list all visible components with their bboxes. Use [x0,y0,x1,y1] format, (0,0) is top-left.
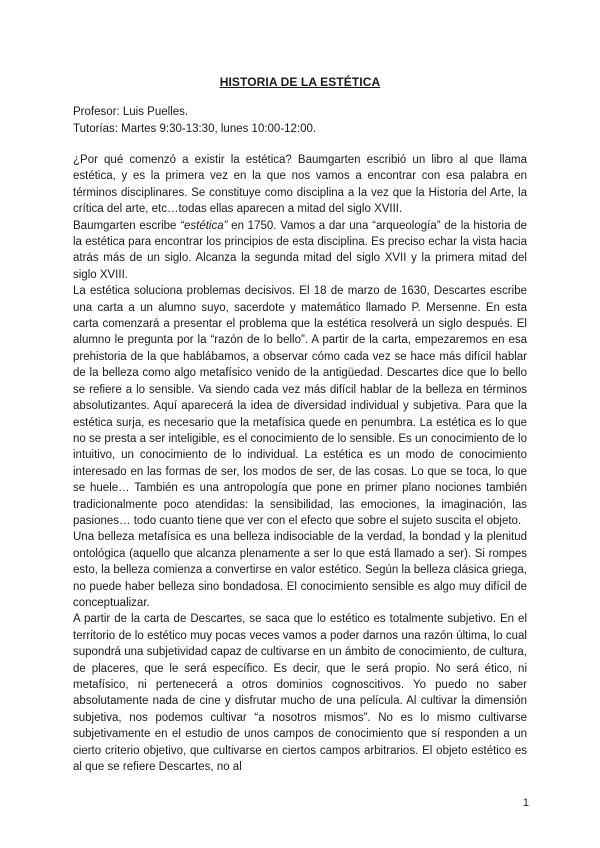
paragraph-2-emphasis: “estética” [180,219,228,232]
document-body [73,152,527,775]
paragraph-2-rest: en 1750. Vamos a dar una “arqueología” de la historia de la estética para encontrar los principios de esta disciplina. Es preciso echar la vista hacia atrás más de un siglo. Alcanza la segunda mitad del siglo XVII y la primera mitad del siglo XVIII. [73,219,527,281]
document-title: HISTORIA DE LA ESTÉTICA [219,75,381,89]
page-number: 1 [522,797,529,809]
paragraph-3: La estética soluciona problemas decisivos. El 18 de marzo de 1630, Descartes escribe una carta a un alumno suyo, sacerdote y matemático llamado P. Mersenne. En esta carta comenzará a presentar el problema que la estética resolverá un siglo después. El alumno le pregunta por la “razón de lo bello”. A partir de la carta, empezaremos en esa prehistoria de la que hablábamos, a observar cómo cada vez se hace más difícil hablar de la belleza como algo metafísico venido de la antigüedad. Descartes dice que lo bello se refiere a lo sensible. Va siendo cada vez más difícil hablar de la belleza en términos absolutizantes. Aquí aparecerá la idea de diversidad individual y subjetiva. Para que la estética surja, es necesario que la metafísica quede en penumbra. La estética es lo que no se presta a ser inteligible, es el conocimiento de lo sensible. Es un conocimiento de lo intuitivo, un conocimiento de lo individual. La estética es un modo de conocimiento interesado en las formas de ser, los modos de ser, de las cosas. Lo que se toca, lo que se huele… También es una antropología que pone en primer plano nociones también tradicionalmente poco atendidas: la sensibilidad, las emociones, la imaginación, las pasiones… todo cuanto tiene que ver con el efecto que sobre el sujeto suscita el objeto. [73,285,527,527]
paragraph-4: Una belleza metafísica es una belleza indisociable de la verdad, la bondad y la plenitud ontológica (aquello que alcanza plenamente a ser lo que está llamado a ser). Si rompes esto, la belleza comienza a convertirse en valor estético. Según la belleza clásica griega, no puede haber belleza sino bondadosa. El conocimiento sensible es algo muy difícil de conceptualizar. [73,531,527,609]
course-info [73,104,533,138]
paragraph-1: ¿Por qué comenzó a existir la estética? Baumgarten escribió un libro al que llama estética, y es la primera vez en la que nos vamos a encontrar con esa palabra en términos disciplinares. Se constituye como disciplina a la vez que la Historia del Arte, la crítica del arte, etc…todas ellas aparecen a mitad del siglo XVIII. [73,154,527,216]
tutorias-line: Tutorías: Martes 9:30-13:30, lunes 10:00-12:00. [73,123,317,135]
paragraph-5: A partir de la carta de Descartes, se saca que lo estético es totalmente subjetivo. En el territorio de lo estético muy pocas veces vamos a poder darnos una razón última, lo cual supondrá una subjetividad capaz de cultivarse en un ámbito de conocimiento, de cultura, de placeres, que le será específico. Es decir, que le será propio. No será ético, ni metafísico, ni pertenecerá a otros dominios cognoscitivos. Yo puedo no saber absolutamente nada de cine y disfrutar mucho de una película. Al cultivar la dimensión subjetiva, nos podemos cultivar “a nosotros mismos”. No es lo mismo cultivarse subjetivamente en el estudio de unos campos de conocimiento que sí responden a un cierto criterio objetivo, que cultivarse en ciertos campos arbitrarios. El objeto estético es al que se refiere Descartes, no al [73,613,527,774]
professor-line: Profesor: Luis Puelles. [73,106,189,118]
paragraph-2 [73,218,527,284]
paragraph-2-start: Baumgarten escribe [73,219,177,232]
